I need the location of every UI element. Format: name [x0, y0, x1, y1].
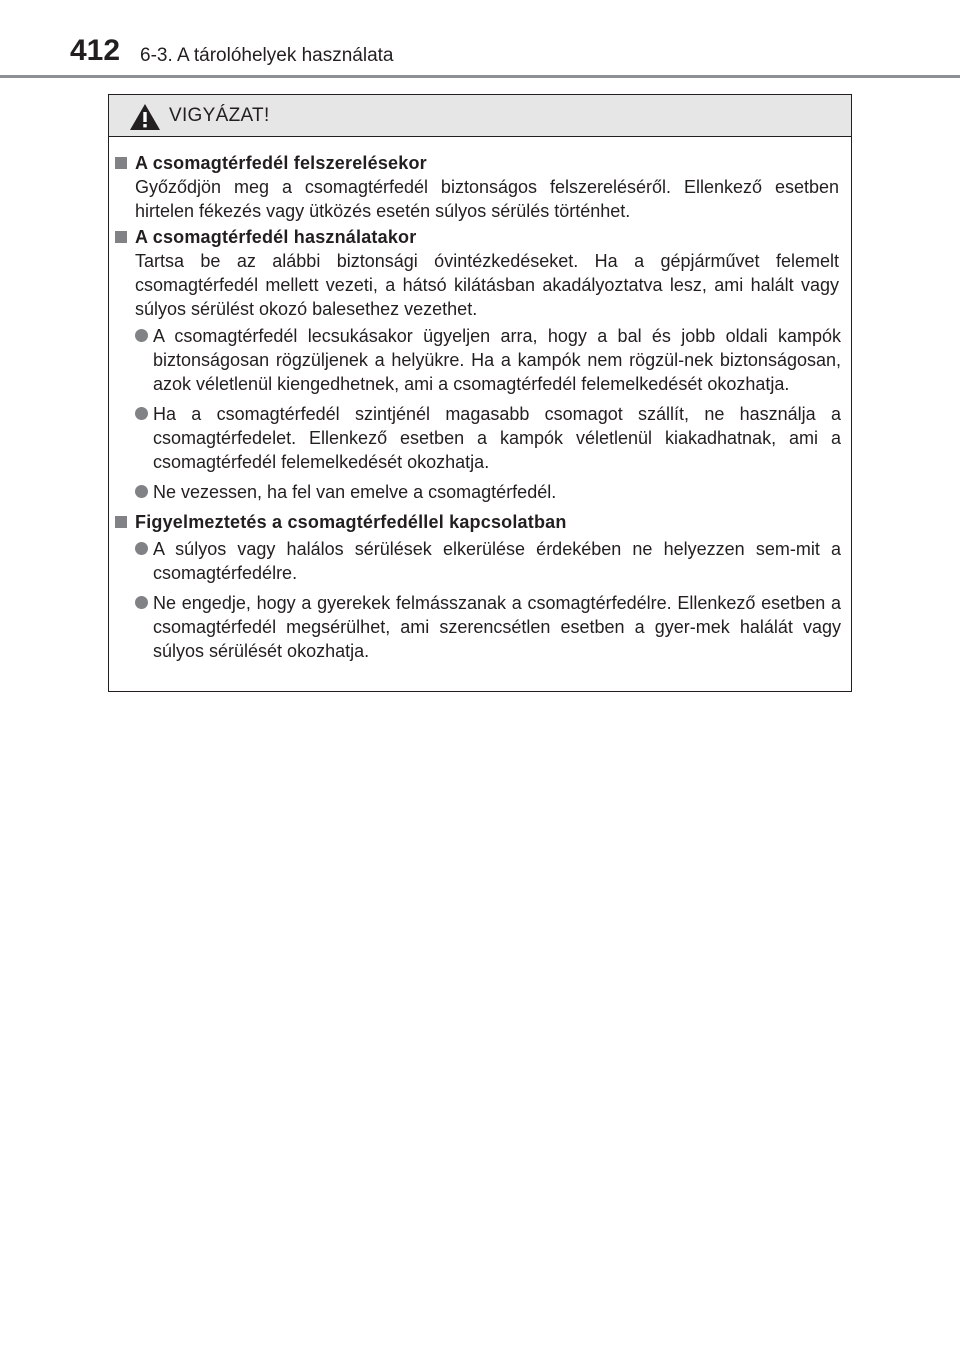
section-text: Tartsa be az alábbi biztonsági óvintézkedéseket. Ha a gépjárművet felemelt csomagtérfedél mellett vezeti, a hátsó kilátásban akadályoztatva lesz, ami halált vagy súlyos sérülést okozó balesethez vezethet.: [135, 251, 839, 319]
warning-header: [109, 95, 851, 137]
square-bullet-icon: [115, 231, 127, 243]
section-title: 6-3. A tárolóhelyek használata: [140, 45, 394, 66]
round-bullet-icon: [135, 407, 148, 420]
warning-body: [109, 151, 851, 669]
page-header: [0, 0, 960, 78]
bullet-text: A csomagtérfedél lecsukásakor ügyeljen arra, hogy a bal és jobb oldali kampók biztonságosan rögzüljenek a helyükre. Ha a kampók nem rögzül-nek biztonságosan, azok véletlenül kiengedhetnek, ami a csomagtérfedél felemelkedését okozhatja.: [153, 326, 841, 394]
section-heading: [109, 510, 851, 534]
page-number: 412: [70, 34, 121, 67]
header-rule: [0, 75, 960, 78]
bullet-item: [109, 402, 851, 474]
round-bullet-icon: [135, 485, 148, 498]
square-bullet-icon: [115, 516, 127, 528]
round-bullet-icon: [135, 329, 148, 342]
section-heading-text: Figyelmeztetés a csomagtérfedéllel kapcsolatban: [135, 512, 567, 532]
section-heading: [109, 151, 851, 175]
bullet-item: [109, 537, 851, 585]
bullet-text: Ha a csomagtérfedél szintjénél magasabb csomagot szállít, ne használja a csomagtérfedelet. Ellenkező esetben a kampók véletlenül kiakadhatnak, ami a csomagtérfedél felemelkedését okozhatja.: [153, 404, 841, 472]
round-bullet-icon: [135, 596, 148, 609]
bullet-list: [109, 537, 851, 663]
warning-box: [108, 94, 852, 692]
bullet-text: Ne engedje, hogy a gyerekek felmásszanak a csomagtérfedélre. Ellenkező esetben a csomagtérfedél megsérülhet, ami szerencsétlen esetben a gyer-mek halálát vagy súlyos sérülését okozhatja.: [153, 593, 841, 661]
section-heading: [109, 225, 851, 249]
section-text: Győződjön meg a csomagtérfedél biztonságos felszereléséről. Ellenkező esetben hirtelen fékezés vagy ütközés esetén súlyos sérülés történhet.: [135, 177, 839, 221]
round-bullet-icon: [135, 542, 148, 555]
bullet-item: [109, 480, 851, 504]
warning-section-usage: [109, 225, 851, 504]
warning-title: VIGYÁZAT!: [169, 105, 270, 126]
bullet-item: [109, 324, 851, 396]
bullet-list: [109, 324, 851, 504]
bullet-item: [109, 591, 851, 663]
section-heading-text: A csomagtérfedél használatakor: [135, 227, 417, 247]
warning-triangle-icon: [129, 103, 161, 131]
warning-section-caution: [109, 510, 851, 663]
square-bullet-icon: [115, 157, 127, 169]
warning-section-installation: [109, 151, 851, 223]
bullet-text: Ne vezessen, ha fel van emelve a csomagtérfedél.: [153, 482, 557, 502]
bullet-text: A súlyos vagy halálos sérülések elkerülése érdekében ne helyezzen sem-mit a csomagtérfedélre.: [153, 539, 841, 583]
section-heading-text: A csomagtérfedél felszerelésekor: [135, 153, 427, 173]
